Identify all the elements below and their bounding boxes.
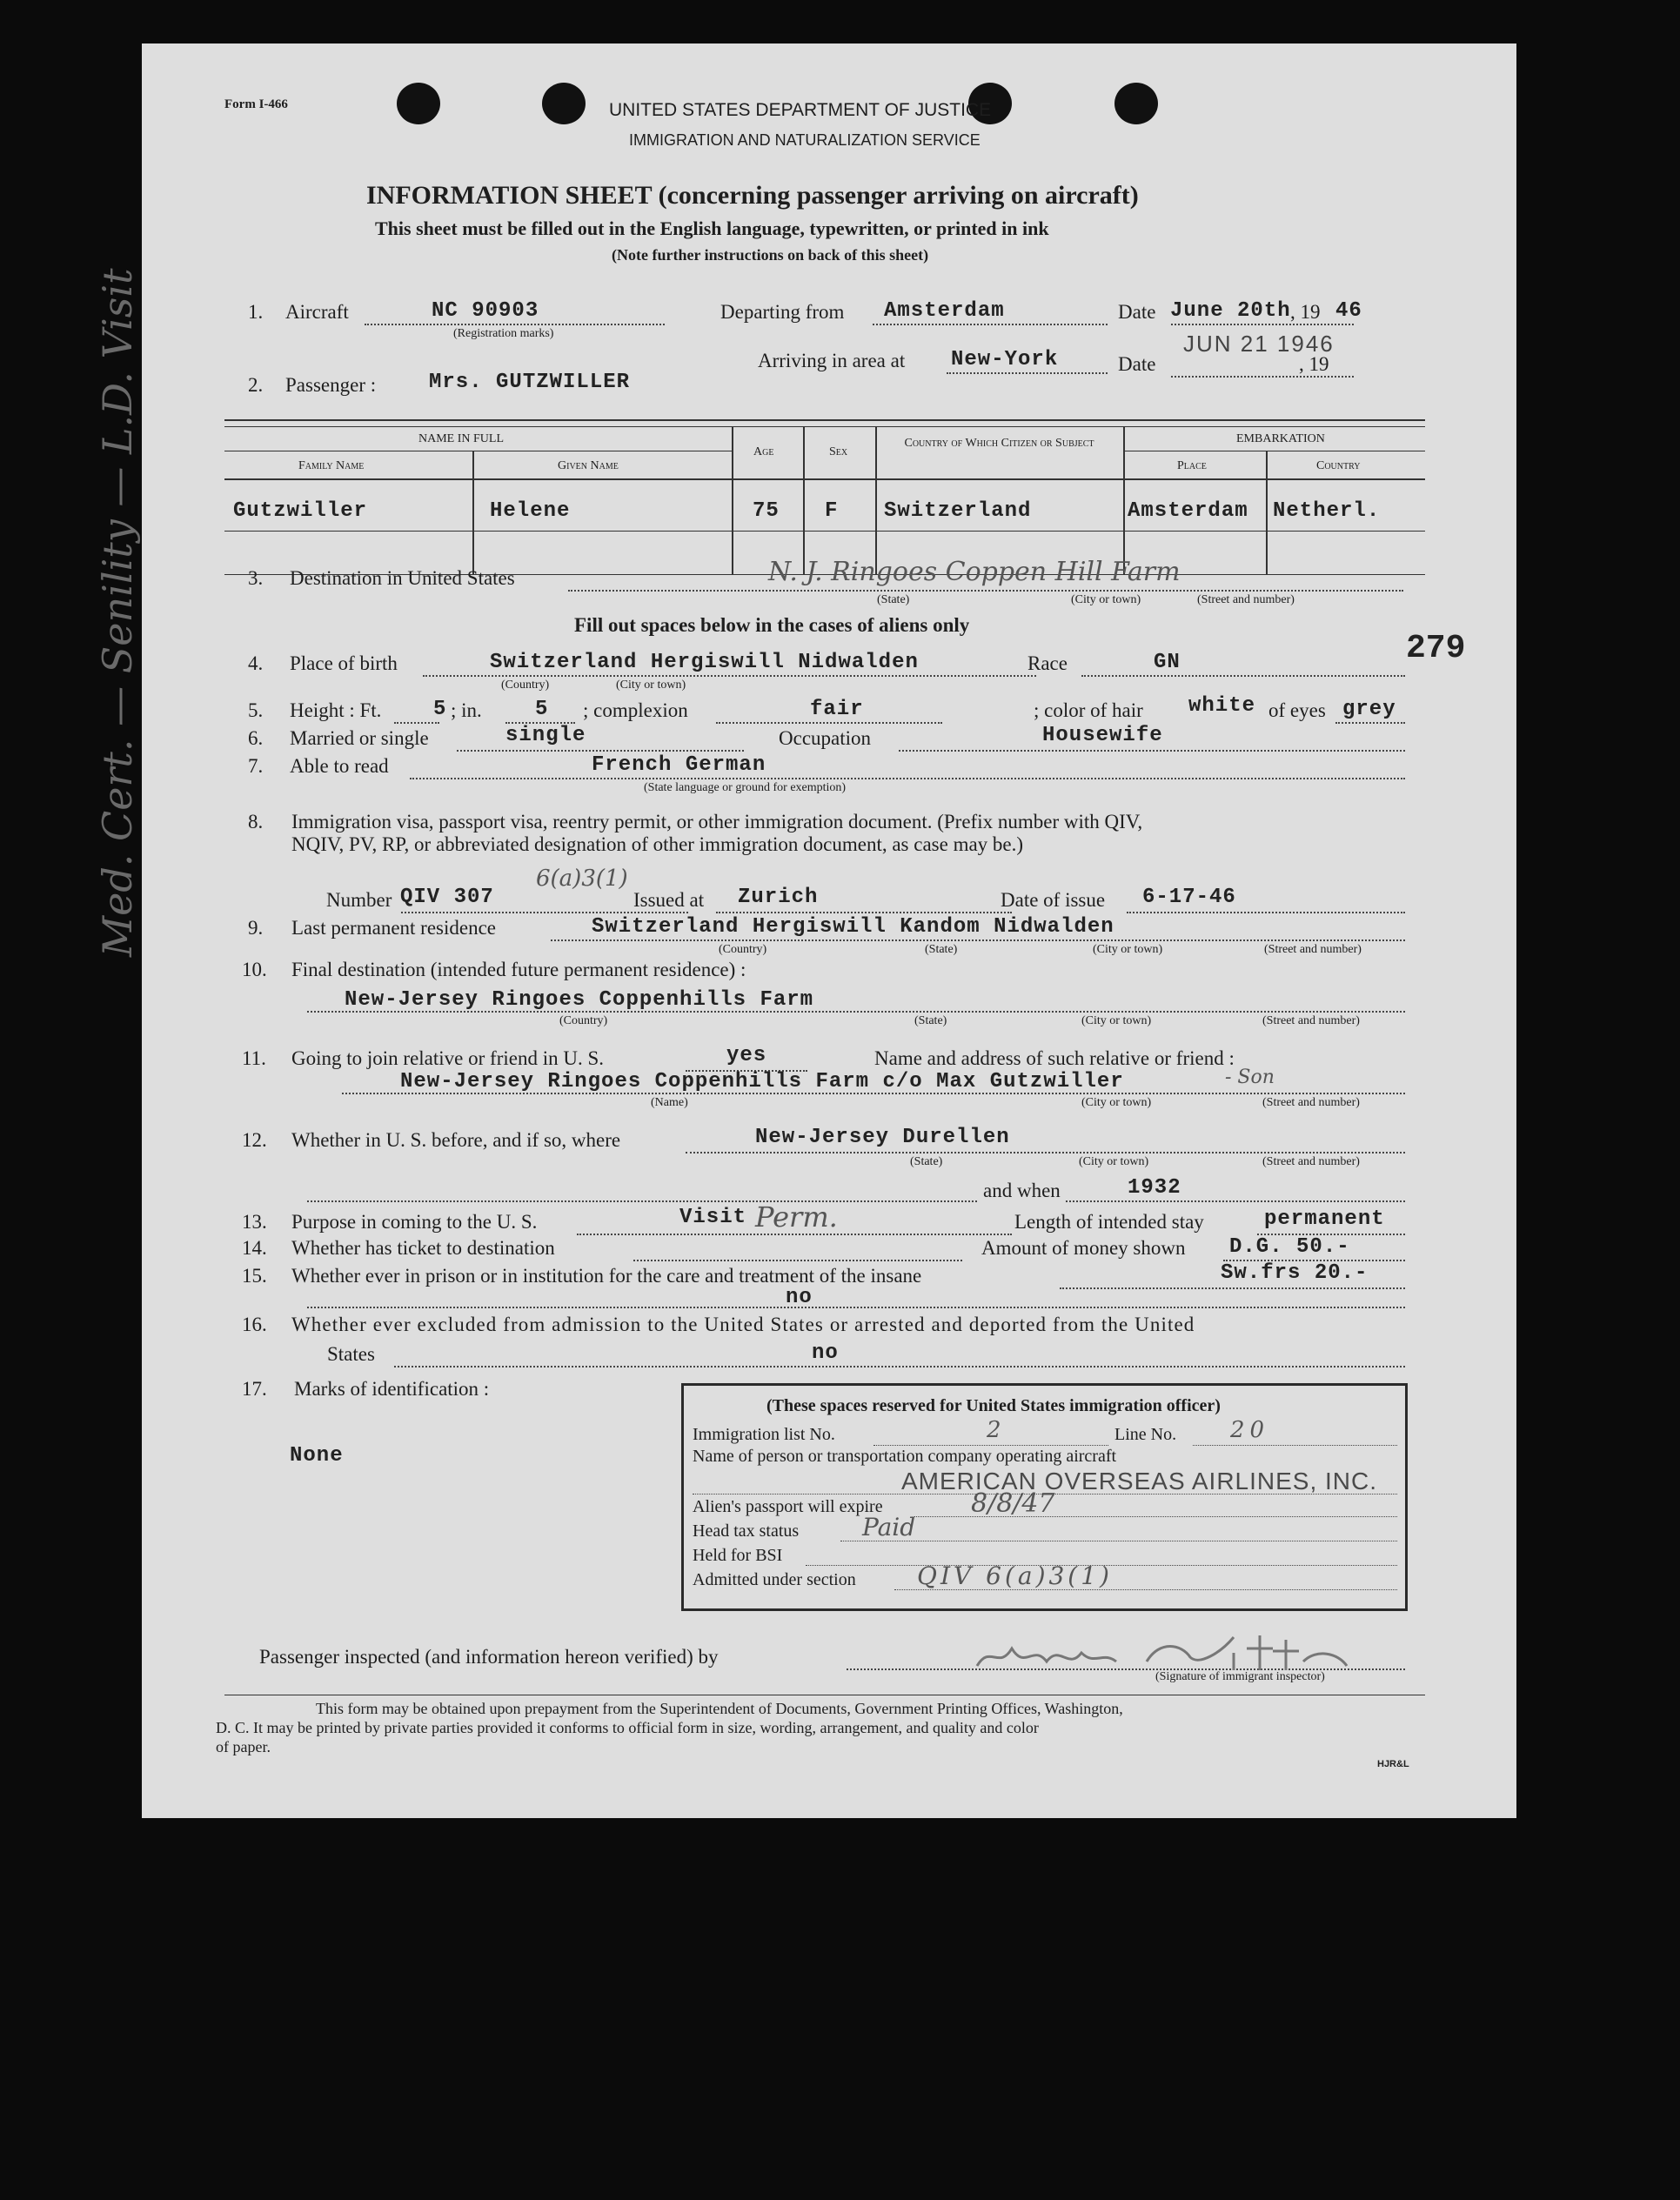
- caption: (Registration marks): [453, 327, 554, 340]
- occupation-value: Housewife: [1042, 724, 1163, 747]
- age-value: 75: [753, 499, 780, 523]
- race-label: Race: [1027, 652, 1068, 674]
- item-number: 8.: [248, 811, 264, 833]
- caption: (State): [910, 1155, 943, 1168]
- visa-text: Immigration visa, passport visa, reentry permit, or other immigration document. (Prefix number with QIV,: [291, 811, 1143, 833]
- table-header: Country: [1316, 459, 1361, 472]
- occupation-label: Occupation: [779, 727, 872, 749]
- caption: (Name): [651, 1096, 688, 1109]
- when-label: and when: [983, 1180, 1061, 1201]
- caption: (City or town): [1071, 593, 1141, 606]
- excluded-value: no: [812, 1341, 839, 1365]
- visa-text: NQIV, PV, RP, or abbreviated designation of other immigration document, as case may be.): [291, 833, 1024, 855]
- item-number: 6.: [248, 727, 264, 749]
- printer-mark: HJR&L: [1377, 1759, 1409, 1769]
- height-feet-value: 5: [433, 698, 447, 721]
- caption: (City or town): [1079, 1155, 1149, 1168]
- hair-value: white: [1188, 694, 1256, 718]
- item-number: 15.: [242, 1265, 267, 1287]
- head-tax-label: Head tax status: [693, 1521, 800, 1541]
- birth-label: Place of birth: [290, 652, 398, 674]
- issued-label: Issued at: [633, 889, 705, 911]
- bsi-label: Held for BSI: [693, 1546, 783, 1565]
- read-label: Able to read: [290, 755, 389, 777]
- punch-hole: [397, 83, 440, 124]
- item-number: 7.: [248, 755, 264, 777]
- issue-date-value: 6-17-46: [1142, 886, 1236, 909]
- list-no-label: Immigration list No.: [693, 1425, 835, 1444]
- issued-value: Zurich: [738, 886, 819, 909]
- caption: (State language or ground for exemption): [644, 781, 847, 794]
- prison-label: Whether ever in prison or in institution for the care and treatment of the insane: [291, 1265, 922, 1287]
- footer-text: This form may be obtained upon prepayment from the Superintendent of Documents, Government Printing Offices, Washington,: [316, 1700, 1123, 1717]
- residence-value: Switzerland Hergiswill Kandom Nidwalden: [592, 915, 1114, 939]
- year-prefix: , 19: [1290, 301, 1321, 323]
- family-name-value: Gutzwiller: [233, 499, 368, 523]
- caption: (State): [877, 593, 910, 606]
- before-label: Whether in U. S. before, and if so, where: [291, 1129, 621, 1151]
- item-number: 14.: [242, 1237, 267, 1259]
- caption: (State): [925, 943, 958, 956]
- caption: (City or town): [1081, 1096, 1152, 1109]
- date-value: June 20th: [1170, 299, 1291, 323]
- head-tax-value: Paid: [862, 1513, 916, 1541]
- margin-note: Med. Cert. — Senility — L.D. Visit: [94, 268, 141, 957]
- company-label: Name of person or transportation company operating aircraft: [693, 1447, 1117, 1466]
- caption: (Street and number): [1262, 1014, 1360, 1027]
- company-stamp: AMERICAN OVERSEAS AIRLINES, INC.: [901, 1468, 1378, 1495]
- form-sheet: [94, 43, 1516, 1818]
- residence-label: Last permanent residence: [291, 917, 496, 939]
- embark-country-value: Netherl.: [1273, 499, 1381, 523]
- before-value: New-Jersey Durellen: [755, 1126, 1010, 1149]
- height-label: Height : Ft.: [290, 699, 382, 721]
- table-header: Given Name: [558, 459, 619, 472]
- money-value: D.G. 50.-: [1229, 1235, 1350, 1259]
- caption: (Street and number): [1262, 1155, 1360, 1168]
- citizen-value: Switzerland: [884, 499, 1032, 523]
- caption: (State): [914, 1014, 947, 1027]
- form-number: Form I-466: [224, 97, 288, 111]
- item-number: 13.: [242, 1211, 267, 1233]
- relative-value: New-Jersey Ringoes Coppenhills Farm c/o Max Gutzwiller: [400, 1070, 1124, 1093]
- eyes-label: of eyes: [1268, 699, 1326, 721]
- year-value: 46: [1335, 299, 1362, 323]
- arriving-label: Arriving in area at: [758, 350, 906, 371]
- punch-hole: [542, 83, 586, 124]
- caption: (City or town): [1081, 1014, 1152, 1027]
- ticket-label: Whether has ticket to destination: [291, 1237, 555, 1259]
- item-number: 9.: [248, 917, 264, 939]
- table-header: NAME IN FULL: [418, 432, 504, 445]
- received-stamp: JUN 21 1946: [1183, 331, 1335, 357]
- table-header: Sex: [829, 445, 848, 458]
- item-number: 2.: [248, 374, 264, 396]
- admitted-value: QIV 6(a)3(1): [917, 1561, 1113, 1590]
- date-label: Date: [1118, 301, 1156, 323]
- purpose-value: Visit: [679, 1206, 747, 1229]
- punch-hole: [1114, 83, 1158, 124]
- issue-date-label: Date of issue: [1001, 889, 1106, 911]
- aircraft-value: NC 90903: [432, 299, 539, 323]
- instruction-note: (Note further instructions on back of this sheet): [612, 246, 929, 264]
- caption: (Country): [501, 679, 550, 692]
- department-name: UNITED STATES DEPARTMENT OF JUSTICE: [609, 100, 992, 120]
- departing-value: Amsterdam: [884, 299, 1005, 323]
- table-header: Country of Which Citizen or Subject: [904, 437, 1094, 450]
- item-number: 1.: [248, 301, 264, 323]
- signature-caption: (Signature of immigrant inspector): [1155, 1670, 1325, 1683]
- purpose-handwritten: Perm.: [755, 1200, 838, 1234]
- hair-label: ; color of hair: [1034, 699, 1143, 721]
- sheet-title: INFORMATION SHEET (concerning passenger arriving on aircraft): [366, 181, 1139, 210]
- line-no-value: 20: [1230, 1417, 1270, 1443]
- table-header: Age: [753, 445, 774, 458]
- passport-expire-label: Alien's passport will expire: [693, 1497, 883, 1516]
- visa-section-handwritten: 6(a)3(1): [536, 866, 628, 892]
- line-no-label: Line No.: [1114, 1425, 1177, 1444]
- final-destination-label: Final destination (intended future permanent residence) :: [291, 959, 746, 980]
- service-name: IMMIGRATION AND NATURALIZATION SERVICE: [629, 131, 981, 149]
- stay-value: permanent: [1264, 1207, 1385, 1231]
- relative-handwritten: - Son: [1225, 1067, 1275, 1088]
- item-number: 17.: [242, 1378, 267, 1400]
- read-value: French German: [592, 753, 766, 777]
- excluded-label: Whether ever excluded from admission to the United States or arrested and deported from the United: [291, 1314, 1195, 1335]
- footer-text: of paper.: [216, 1738, 271, 1755]
- height-inches-value: 5: [535, 698, 549, 721]
- officer-reserved-box: [681, 1383, 1408, 1611]
- box-heading: (These spaces reserved for United States immigration officer): [766, 1396, 1221, 1415]
- caption: (Country): [719, 943, 767, 956]
- departing-label: Departing from: [720, 301, 845, 323]
- instruction-line: This sheet must be filled out in the English language, typewritten, or printed in ink: [375, 217, 1049, 239]
- relative-label: Name and address of such relative or friend :: [874, 1047, 1235, 1069]
- passenger-label: Passenger :: [285, 374, 377, 396]
- marital-value: single: [505, 724, 586, 747]
- excluded-label-2: States: [327, 1343, 375, 1365]
- sex-value: F: [825, 499, 839, 523]
- year-prefix: , 19: [1299, 353, 1329, 375]
- eyes-value: grey: [1342, 698, 1396, 721]
- embark-place-value: Amsterdam: [1128, 499, 1248, 523]
- inches-label: ; in.: [451, 699, 482, 721]
- aliens-heading: Fill out spaces below in the cases of aliens only: [574, 614, 970, 636]
- caption: (City or town): [616, 679, 686, 692]
- prison-value: no: [786, 1286, 813, 1309]
- footer-text: D. C. It may be printed by private parties provided it conforms to official form in size, wording, arrangement, and quality and color: [216, 1719, 1039, 1736]
- date-label: Date: [1118, 353, 1156, 375]
- caption: (Country): [559, 1014, 608, 1027]
- destination-label: Destination in United States: [290, 567, 515, 589]
- inspected-label: Passenger inspected (and information hereon verified) by: [259, 1646, 719, 1668]
- race-value: GN: [1154, 651, 1181, 674]
- arriving-value: New-York: [951, 348, 1059, 371]
- admitted-label: Admitted under section: [693, 1570, 856, 1589]
- item-number: 5.: [248, 699, 264, 721]
- marks-value: None: [290, 1444, 344, 1468]
- file-number: 279: [1406, 630, 1466, 667]
- passenger-value: Mrs. GUTZWILLER: [429, 371, 631, 394]
- caption: (City or town): [1093, 943, 1163, 956]
- marks-label: Marks of identification :: [294, 1378, 490, 1400]
- item-number: 11.: [242, 1047, 266, 1069]
- item-number: 12.: [242, 1129, 267, 1151]
- final-destination-value: New-Jersey Ringoes Coppenhills Farm: [345, 988, 814, 1012]
- marital-label: Married or single: [290, 727, 429, 749]
- caption: (Street and number): [1264, 943, 1362, 956]
- given-name-value: Helene: [490, 499, 571, 523]
- item-number: 4.: [248, 652, 264, 674]
- table-header: Place: [1177, 459, 1207, 472]
- item-number: 3.: [248, 567, 264, 589]
- destination-value: N. J. Ringoes Coppen Hill Farm: [768, 557, 1181, 587]
- visa-number-label: Number: [326, 889, 392, 911]
- complexion-label: ; complexion: [583, 699, 688, 721]
- caption: (Street and number): [1262, 1096, 1360, 1109]
- visa-number-value: QIV 307: [400, 886, 494, 909]
- when-value: 1932: [1128, 1176, 1181, 1200]
- list-no-value: 2: [987, 1417, 1001, 1443]
- table-header: EMBARKATION: [1236, 432, 1325, 445]
- money-label: Amount of money shown: [981, 1237, 1186, 1259]
- stay-label: Length of intended stay: [1014, 1211, 1204, 1233]
- money-value-2: Sw.frs 20.-: [1221, 1261, 1369, 1285]
- birth-value: Switzerland Hergiswill Nidwalden: [490, 651, 919, 674]
- complexion-value: fair: [810, 698, 864, 721]
- caption: (Street and number): [1197, 593, 1295, 606]
- passport-expire-value: 8/8/47: [971, 1488, 1055, 1519]
- join-answer: yes: [726, 1044, 767, 1067]
- item-number: 10.: [242, 959, 267, 980]
- join-label: Going to join relative or friend in U. S.: [291, 1047, 604, 1069]
- item-number: 16.: [242, 1314, 267, 1335]
- purpose-label: Purpose in coming to the U. S.: [291, 1211, 538, 1233]
- aircraft-label: Aircraft: [285, 301, 349, 323]
- table-header: Family Name: [298, 459, 365, 472]
